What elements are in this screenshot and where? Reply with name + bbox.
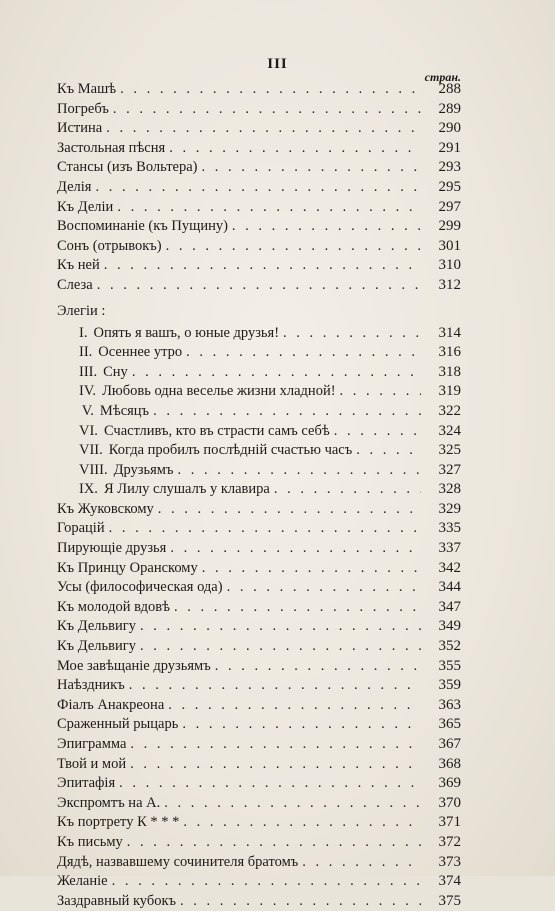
dot-leader: [132, 363, 421, 383]
toc-entry-title: Мое завѣщаніе друзьямъ: [57, 657, 211, 674]
toc-entry-page: 318: [438, 363, 461, 380]
toc-entry-title: Наѣздникъ: [57, 677, 125, 694]
toc-entry-title: Къ ней: [57, 257, 100, 274]
toc-entry-title: Сраженный рыцарь: [57, 716, 179, 733]
toc-entry-title: Друзьямъ: [113, 461, 174, 478]
dot-leader: [119, 774, 421, 794]
toc-entry-title: Дядѣ, назвавшему сочинителя братомъ: [57, 853, 299, 870]
dot-leader: [140, 617, 421, 637]
toc-entry-page: 319: [438, 383, 461, 400]
toc-entry-title: Къ Дельвигу: [57, 618, 136, 635]
toc-entry-page: 329: [438, 500, 461, 517]
page-column-header: стран.: [424, 70, 461, 84]
toc-entry-page: 347: [438, 598, 461, 615]
dot-leader: [183, 813, 421, 833]
toc-entry: [57, 617, 461, 637]
dot-leader: [158, 500, 421, 520]
toc-entry: [57, 178, 461, 198]
dot-leader: [283, 324, 421, 344]
toc-entry: [57, 217, 461, 237]
dot-leader: [180, 892, 421, 911]
toc-entry: [57, 100, 461, 120]
toc-entry-title: Къ портрету К * * *: [57, 814, 180, 831]
dot-leader: [215, 657, 421, 677]
toc-entry-title: Мѣсяцъ: [99, 402, 150, 419]
toc-group-1: [57, 80, 461, 296]
toc-entry-page: 297: [438, 198, 461, 215]
toc-entry-page: 310: [438, 257, 461, 274]
toc-entry: [57, 559, 461, 579]
toc-entry-title: Къ Дельвигу: [57, 638, 136, 655]
toc-group-2: [57, 500, 461, 911]
toc-entry: [57, 324, 461, 344]
toc-entry-title: Горацій: [57, 520, 105, 537]
dot-leader: [109, 519, 421, 539]
dot-leader: [170, 539, 421, 559]
toc-entry-title: Стансы (изъ Вольтера): [57, 159, 198, 176]
toc-entry: [57, 402, 461, 422]
toc-entry-title: Слеза: [57, 276, 93, 293]
toc-entry-page: 344: [438, 579, 461, 596]
dot-leader: [182, 715, 421, 735]
toc-entry-number: IX.: [79, 481, 98, 498]
section-heading-elegies: Элегіи :: [57, 302, 106, 319]
toc-entry-page: 293: [438, 159, 461, 176]
toc-entry-title: Я Лилу слушалъ у клавира: [103, 481, 270, 498]
toc-entry-title: Застольная пѣсня: [57, 139, 166, 156]
toc-entry-title: Счастливъ, кто въ страсти самъ себѣ: [103, 422, 330, 439]
toc-entry-page: 301: [438, 237, 461, 254]
dot-leader: [129, 676, 421, 696]
toc-entry-title: Фіалъ Анакреона: [57, 696, 165, 713]
toc-entry-page: 367: [438, 736, 461, 752]
toc-entry-number: VII.: [79, 442, 103, 459]
toc-entry-number: IV.: [79, 383, 97, 400]
page-number: III: [267, 56, 288, 72]
dot-leader: [164, 794, 421, 814]
toc-entry-page: 373: [438, 853, 461, 870]
toc-entry-page: 327: [438, 461, 461, 478]
toc-entry: [57, 441, 461, 461]
toc-entry-page: 312: [438, 276, 461, 293]
dot-leader: [140, 637, 421, 657]
toc-entry-page: 359: [438, 677, 461, 694]
toc-entry-title: Твой и мой: [57, 755, 127, 772]
toc-entry-title: Экспромтъ на А.: [57, 794, 161, 811]
toc-entry: [57, 80, 461, 100]
dot-leader: [153, 402, 421, 422]
toc-group-elegies: [57, 324, 461, 500]
toc-entry-title: Желаніе: [57, 873, 108, 890]
toc-entry: [57, 853, 461, 873]
toc-entry: [57, 715, 461, 735]
toc-entry: [57, 461, 461, 481]
toc-entry-page: 365: [438, 716, 461, 733]
toc-entry-title: Усы (философическая ода): [57, 579, 223, 596]
toc-entry-page: 299: [438, 218, 461, 235]
dot-leader: [106, 119, 421, 139]
toc-entry: [57, 158, 461, 178]
toc-entry-number: III.: [79, 363, 98, 380]
toc-entry-title: Эпиграмма: [57, 736, 127, 752]
dot-leader: [302, 853, 421, 873]
toc-entry-page: 295: [438, 178, 461, 195]
toc-entry: [57, 774, 461, 794]
toc-entry: [57, 696, 461, 716]
dot-leader: [117, 198, 421, 218]
dot-leader: [334, 422, 421, 442]
dot-leader: [202, 559, 421, 579]
dot-leader: [120, 80, 421, 100]
toc-entry-title: Сну: [103, 363, 128, 380]
toc-entry: [57, 139, 461, 159]
dot-leader: [227, 578, 421, 598]
dot-leader: [127, 833, 421, 853]
toc-entry: [57, 755, 461, 775]
toc-entry-page: 316: [438, 344, 461, 361]
toc-entry-page: 335: [438, 520, 461, 537]
toc-entry-page: 324: [438, 422, 461, 439]
table-of-contents: [57, 80, 461, 911]
toc-entry-title: Опять я вашъ, о юные друзья!: [93, 324, 280, 341]
toc-entry-number: II.: [79, 344, 93, 361]
toc-entry-title: Пирующіе друзья: [57, 540, 167, 557]
toc-entry-title: Къ Машѣ: [57, 81, 117, 97]
toc-entry: [57, 637, 461, 657]
toc-entry-title: Сонъ (отрывокъ): [57, 237, 162, 254]
toc-entry: [57, 657, 461, 677]
toc-entry-title: Когда пробилъ послѣдній счастью часъ: [108, 442, 353, 459]
dot-leader: [232, 217, 421, 237]
toc-entry-page: 314: [438, 324, 461, 341]
toc-entry: [57, 119, 461, 139]
toc-entry: [57, 500, 461, 520]
dot-leader: [274, 480, 421, 500]
toc-entry-page: 325: [438, 442, 461, 459]
toc-entry-page: 363: [438, 696, 461, 713]
toc-entry-page: 291: [438, 139, 461, 156]
toc-entry-title: Къ Жуковскому: [57, 500, 154, 517]
toc-entry: [57, 382, 461, 402]
toc-entry: [57, 276, 461, 296]
toc-entry: [57, 676, 461, 696]
toc-entry-number: V.: [81, 402, 94, 419]
toc-entry-page: 375: [438, 892, 461, 909]
toc-entry: [57, 813, 461, 833]
toc-entry-title: Эпитафія: [57, 775, 116, 792]
toc-entry-page: 368: [438, 755, 461, 772]
toc-entry-title: Делія: [57, 178, 92, 195]
toc-entry-number: I.: [79, 324, 88, 341]
toc-entry-page: 349: [438, 618, 461, 635]
toc-entry-page: 355: [438, 657, 461, 674]
dot-leader: [130, 755, 421, 775]
dot-leader: [202, 158, 422, 178]
toc-entry-title: Истина: [57, 120, 103, 137]
toc-entry: [57, 735, 461, 755]
toc-entry: [57, 422, 461, 442]
toc-entry-title: Воспоминаніе (къ Пущину): [57, 218, 228, 235]
toc-entry-page: 328: [438, 481, 461, 498]
toc-entry-title: Къ молодой вдовѣ: [57, 598, 170, 615]
toc-entry: [57, 237, 461, 257]
dot-leader: [166, 237, 421, 257]
dot-leader: [104, 256, 421, 276]
toc-entry-title: Къ Принцу Оранскому: [57, 559, 198, 576]
toc-entry: [57, 833, 461, 853]
toc-entry-page: 374: [438, 873, 461, 890]
toc-entry-number: VIII.: [79, 461, 108, 478]
toc-entry: [57, 872, 461, 892]
toc-entry-page: 370: [438, 794, 461, 811]
toc-entry-page: 322: [438, 402, 461, 419]
toc-entry: [57, 256, 461, 276]
toc-entry-page: 369: [438, 775, 461, 792]
toc-entry-page: 372: [438, 833, 461, 850]
toc-entry: [57, 198, 461, 218]
toc-entry: [57, 363, 461, 383]
dot-leader: [186, 343, 421, 363]
dot-leader: [95, 178, 421, 198]
toc-entry: [57, 578, 461, 598]
toc-entry-number: VI.: [79, 422, 98, 439]
toc-entry-page: 371: [438, 814, 461, 831]
toc-entry-title: Осеннее утро: [98, 344, 183, 361]
toc-entry-page: 289: [438, 100, 461, 117]
dot-leader: [340, 382, 421, 402]
dot-leader: [356, 441, 421, 461]
toc-entry: [57, 598, 461, 618]
toc-entry: [57, 892, 461, 911]
dot-leader: [112, 872, 421, 892]
toc-entry-title: Погребъ: [57, 100, 109, 117]
toc-entry: [57, 343, 461, 363]
dot-leader: [130, 735, 421, 755]
toc-entry-title: Любовь одна веселье жизни хладной!: [102, 383, 336, 400]
dot-leader: [168, 696, 421, 716]
toc-entry: [57, 794, 461, 814]
toc-entry-title: Къ письму: [57, 833, 123, 850]
dot-leader: [177, 461, 421, 481]
toc-entry-page: 342: [438, 559, 461, 576]
toc-entry-title: Къ Деліи: [57, 198, 114, 215]
dot-leader: [174, 598, 421, 618]
toc-entry: [57, 539, 461, 559]
dot-leader: [169, 139, 421, 159]
toc-entry: [57, 519, 461, 539]
dot-leader: [113, 100, 421, 120]
toc-entry-title: Заздравный кубокъ: [57, 892, 177, 909]
toc-entry-page: 290: [438, 120, 461, 137]
dot-leader: [97, 276, 421, 296]
toc-entry-page: 288: [438, 81, 461, 97]
toc-entry: [57, 480, 461, 500]
toc-entry-page: 337: [438, 540, 461, 557]
toc-entry-page: 352: [438, 638, 461, 655]
